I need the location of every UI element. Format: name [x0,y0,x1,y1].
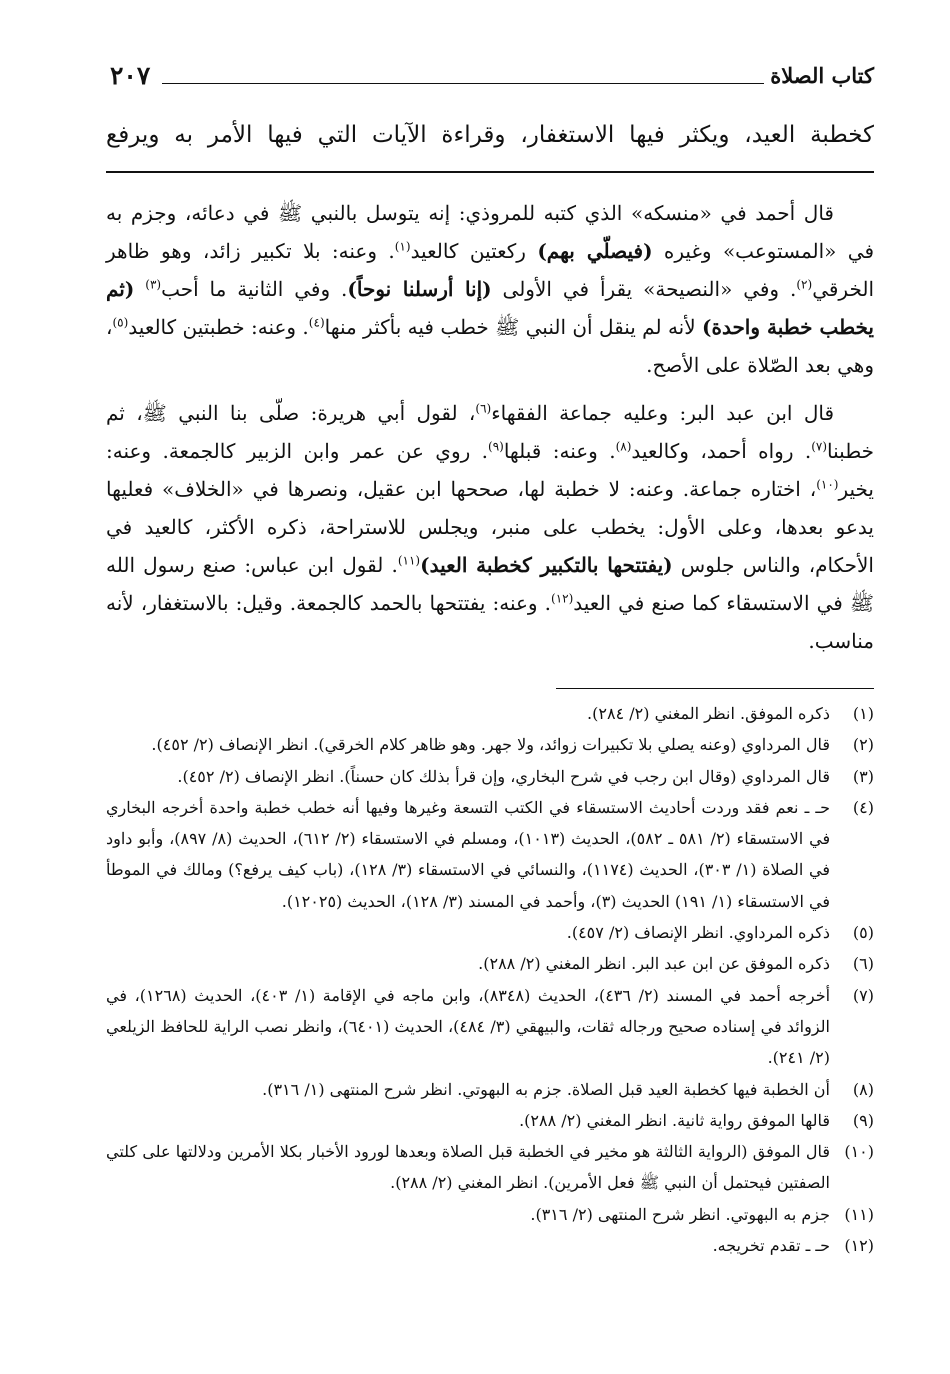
footnote [106,1230,874,1261]
footnote-text: أخرجه أحمد في المسند (٢/ ٤٣٦)، الحديث (٨٣٤٨)، وابن ماجه في الإقامة (١/ ٤٠٣)، الحديث (١٢٦٨)، في الزوائد في إسناده صحيح ورجاله ثقات، والبيهقي (٣/ ٤٨٤)، الحديث (٦٤٠١)، وانظر نصب الراية للحافظ الزيلعي (٢/ ٢٤١). [106,985,831,1068]
footnote [106,1199,874,1230]
commentary-paragraph-1 [106,194,874,384]
text-run: قال ابن عبد البر: وعليه جماعة الفقهاء [491,401,835,425]
footnote-text: جزم به البهوتي. انظر شرح المنتهى (٢/ ٣١٦). [530,1204,830,1224]
footnote-ref[interactable]: (١٢) [551,591,574,606]
footnote-text: قال المرداوي (وقال ابن رجب في شرح البخاري، وإن قرأ بذلك كان حسناً). انظر الإنصاف (٢/ ٤٥٢). [177,766,830,786]
text-run: ، اختاره جماعة. وعنه: لا خطبة لها، صححها ابن عقيل، ونصرها في «الخلاف» فعليها يدعو بعدها، وعلى الأول: يخطب على منبر، ويجلس للاستراحة، ذكره الأكثر، كالعيد في الأحكام، والناس جلوس [106,477,874,577]
text-run: . لقول ابن عباس: صنع رسول الله ﷺ في الاستسقاء كما صنع في العيد [106,553,874,615]
footnote-number: (٢) [852,735,874,755]
footnote-number: (٩) [852,1110,874,1130]
footnote-text: حـ ـ تقدم تخريجه. [712,1236,830,1256]
text-run: ركعتين كالعيد [410,239,538,263]
bold-quote: (ثم يخطب خطبة واحدة) [106,277,874,339]
text-run: . رواه أحمد، وكالعيد [631,439,812,463]
footnote-number: (٦) [852,954,874,974]
footnote-text: قالها الموفق رواية ثانية. انظر المغني (٢/ ٢٨٨). [519,1110,830,1130]
page-number: ٢٠٧ [110,61,151,90]
footnote-number: (١٢) [844,1236,874,1256]
footnote-text: حـ ـ نعم فقد وردت أحاديث الاستسقاء في الكتب التسعة وغيرها وفيها أنه خطب خطبة واحدة أخرجه البخاري في الاستسقاء (٢/ ٥٨١ ـ ٥٨٢)، الحديث (١٠١٣)، ومسلم في الاستسقاء (٢/ ٦١٢)، الحديث (٨/ ٨٩٧)، وأبو داود في الصلاة (١/ ٣٠٣)، الحديث (١١٧٤)، والنسائي في الاستسقاء (٣/ ١٢٨)، (باب كيف يرفع؟) ومالك في الموطأ في الاستسقاء (١/ ١٩١) الحديث (٣)، وأحمد في المسند (٣/ ١٢٨)، الحديث (١٢٠٢٥). [106,797,831,911]
footnote [106,917,874,948]
footnote-ref[interactable]: (١) [394,239,411,254]
text-run: . وفي الثانية ما أحب [161,277,348,301]
footnote [106,948,874,979]
matn-line: كخطبة العيد، ويكثر فيها الاستغفار، وقراءة الآيات التي فيها الأمر به ويرفع [106,122,874,148]
text-run: ، وهي بعد الصّلاة على الأصح. [105,315,874,377]
text-run: . وعنه: قبلها [503,439,616,463]
footnote-ref[interactable]: (٩) [488,439,504,454]
footnote-number: (٨) [852,1079,874,1099]
footnote-number: (٤) [852,797,874,817]
bold-quote: (إنا أرسلنا نوحاً) [347,277,492,301]
footnote-separator [556,688,874,689]
footnote [106,792,874,917]
running-title: كتاب الصلاة [770,63,874,88]
page-header [110,52,874,92]
text-run: . وعنه: خطبتين كالعيد [128,315,309,339]
footnote-ref[interactable]: (٢) [796,277,813,292]
text-run: . وعنه: يفتتحها بالحمد كالجمعة. وقيل: بالاستغفار، لأنه مناسب. [106,591,874,653]
footnote-ref[interactable]: (٥) [112,315,129,330]
footnote-number: (١٠) [844,1142,874,1162]
footnote [106,761,874,792]
footnote-ref[interactable]: (٦) [475,401,492,416]
footnote-ref[interactable]: (٣) [145,277,162,292]
text-run: لأنه لم ينقل أن النبي ﷺ خطب فيه بأكثر منها [324,315,702,339]
bold-quote: (فيصلّي بهم) [537,239,653,263]
commentary-paragraph-2 [106,394,874,660]
text-run: قال أحمد في «منسكه» الذي كتبه للمروذي: إنه يتوسل بالنبي ﷺ في دعائه، وجزم به في «المستوعب» وغيره [106,201,875,263]
footnotes [106,698,874,1261]
footnote-number: (٣) [852,766,874,786]
footnote-number: (١١) [844,1204,874,1224]
footnote-number: (٧) [852,985,874,1005]
footnote-text: قال الموفق (الرواية الثالثة هو مخير في الخطبة قبل الصلاة وبعدها لورود الأخبار بكلا الأمرين ودلالتها على كلتي الصفتين فيحتمل أن النبي ﷺ فعل الأمرين). انظر المغني (٢/ ٢٨٨). [106,1142,830,1193]
text-run: ، لقول أبي هريرة: صلّى بنا النبي ﷺ، ثم خطبنا [106,401,874,463]
footnote [106,1136,874,1199]
footnote-text: ذكره المرداوي. انظر الإنصاف (٢/ ٤٥٧). [566,923,830,943]
text-run: . وعنه: بلا تكبير زائد، وهو ظاهر الخرقي [106,239,875,301]
footnote-ref[interactable]: (١٠) [816,477,839,492]
footnote-ref[interactable]: (٤) [308,315,325,330]
footnote [106,980,874,1074]
footnote [106,698,874,729]
text-run: . روي عن عمر وابن الزبير كالجمعة. وعنه: يخير [106,439,874,501]
footnote-text: ذكره الموفق. انظر المغني (٢/ ٢٨٤). [587,704,830,723]
footnote [106,1074,874,1105]
footnote-ref[interactable]: (٨) [615,439,632,454]
footnote-ref[interactable]: (١١) [397,553,421,568]
footnote [106,1105,874,1136]
header-rule [162,83,764,84]
matn-rule [106,171,874,173]
footnote-number: (٥) [852,923,874,943]
text-run [134,277,145,301]
footnote-text: ذكره الموفق عن ابن عبد البر. انظر المغني (٢/ ٢٨٨). [478,954,830,974]
footnote [106,729,874,760]
footnote-number: (١) [852,704,874,723]
bold-quote: (يفتتحها بالتكبير كخطبة العيد) [420,553,673,577]
text-run: . وفي «النصيحة» يقرأ في الأولى [491,277,797,301]
footnote-text: قال المرداوي (وعنه يصلي بلا تكبيرات زوائد، ولا جهر. وهو ظاهر كلام الخرقي). انظر الإنصاف (٢/ ٤٥٢). [151,735,830,755]
footnote-ref[interactable]: (٧) [811,439,828,454]
footnote-text: أن الخطبة فيها كخطبة العيد قبل الصلاة. جزم به البهوتي. انظر شرح المنتهى (١/ ٣١٦). [262,1079,830,1099]
